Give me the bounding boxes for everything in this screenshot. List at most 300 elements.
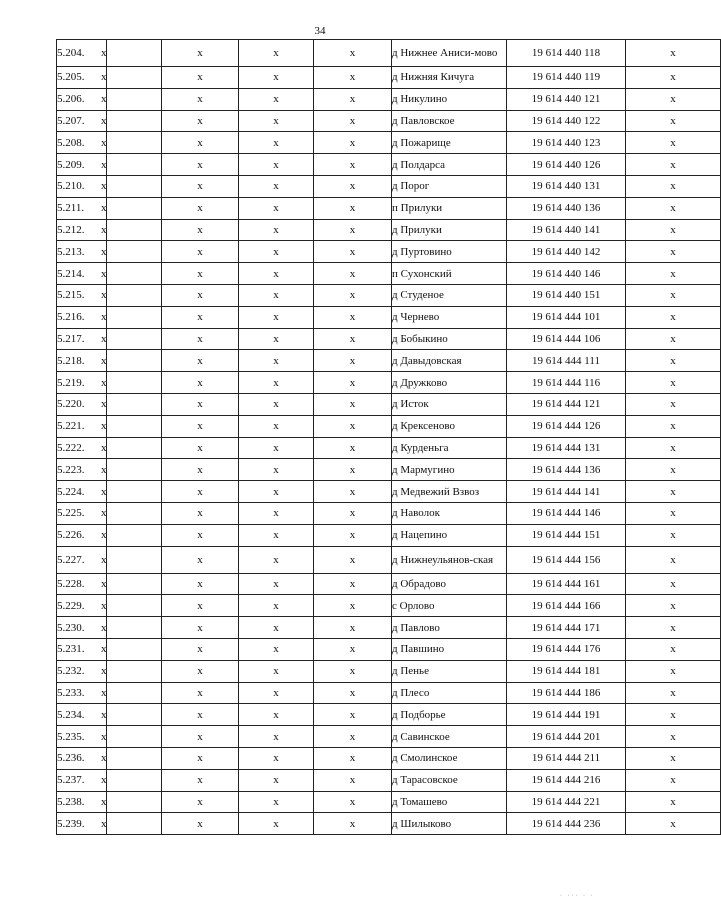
cell-x: x: [162, 372, 239, 394]
table-row: [57, 437, 721, 459]
cell-x-mark: x: [101, 47, 107, 59]
cell-x: x: [162, 682, 239, 704]
cell-x: [101, 682, 162, 704]
row-number: 5.238.: [57, 791, 107, 813]
settlement-name: д Павлово: [392, 617, 507, 639]
cell-x: x: [314, 328, 392, 350]
cell-x: x: [314, 726, 392, 748]
oktmo-code: 19 614 444 146: [507, 502, 626, 524]
cell-x: x: [239, 502, 314, 524]
row-number: 5.205.: [57, 67, 107, 89]
cell-x: x: [314, 573, 392, 595]
table-row: [57, 573, 721, 595]
table-row: [57, 154, 721, 176]
cell-x-mark: x: [101, 245, 107, 258]
oktmo-code: 19 614 440 146: [507, 263, 626, 285]
oktmo-code: 19 614 444 161: [507, 573, 626, 595]
row-number: 5.217.: [57, 328, 107, 350]
cell-x-mark: x: [101, 599, 107, 612]
cell-x: [101, 546, 162, 573]
cell-x: x: [626, 306, 721, 328]
cell-x: x: [162, 350, 239, 372]
cell-x: [101, 219, 162, 241]
cell-x: x: [314, 132, 392, 154]
cell-x: x: [162, 219, 239, 241]
cell-x: [101, 573, 162, 595]
oktmo-code: 19 614 444 236: [507, 813, 626, 835]
cell-x-mark: x: [101, 289, 107, 302]
row-number: 5.227.: [57, 546, 107, 573]
cell-x: x: [314, 40, 392, 67]
cell-x: x: [626, 769, 721, 791]
cell-x-mark: x: [101, 354, 107, 367]
cell-x: x: [626, 595, 721, 617]
row-number: 5.233.: [57, 682, 107, 704]
cell-x: x: [314, 747, 392, 769]
cell-x: x: [314, 791, 392, 813]
table-row: [57, 682, 721, 704]
cell-x: [101, 813, 162, 835]
cell-x: x: [239, 747, 314, 769]
table-row: [57, 110, 721, 132]
row-number: 5.232.: [57, 660, 107, 682]
row-number: 5.222.: [57, 437, 107, 459]
settlement-name: д Павшино: [392, 638, 507, 660]
cell-x: [101, 704, 162, 726]
settlement-name: д Никулино: [392, 88, 507, 110]
oktmo-code: 19 614 440 136: [507, 197, 626, 219]
cell-x: x: [314, 67, 392, 89]
settlement-name: д Шилыково: [392, 813, 507, 835]
cell-x: x: [314, 175, 392, 197]
cell-x: x: [626, 573, 721, 595]
row-number: 5.220.: [57, 393, 107, 415]
cell-x: x: [314, 88, 392, 110]
cell-x: [101, 241, 162, 263]
cell-x: [101, 328, 162, 350]
cell-x: x: [162, 328, 239, 350]
row-number: 5.219.: [57, 372, 107, 394]
table-row: [57, 638, 721, 660]
cell-x: x: [162, 132, 239, 154]
cell-x: x: [239, 791, 314, 813]
cell-x: [101, 595, 162, 617]
settlement-name: д Пенье: [392, 660, 507, 682]
cell-x: x: [239, 306, 314, 328]
oktmo-code: 19 614 444 101: [507, 306, 626, 328]
table-row: [57, 393, 721, 415]
row-number: 5.234.: [57, 704, 107, 726]
cell-x: x: [162, 241, 239, 263]
cell-x: x: [626, 328, 721, 350]
cell-x: x: [162, 617, 239, 639]
cell-x: x: [162, 726, 239, 748]
oktmo-code: 19 614 444 201: [507, 726, 626, 748]
row-number: 5.204.: [57, 40, 107, 67]
cell-x: [101, 175, 162, 197]
cell-x: x: [162, 284, 239, 306]
table-row: [57, 263, 721, 285]
oktmo-code: 19 614 444 111: [507, 350, 626, 372]
row-number: 5.235.: [57, 726, 107, 748]
cell-x: x: [626, 682, 721, 704]
table-row: [57, 175, 721, 197]
table-row: [57, 546, 721, 573]
settlement-name: д Студеное: [392, 284, 507, 306]
row-number: 5.226.: [57, 524, 107, 546]
cell-x: x: [626, 197, 721, 219]
cell-x-mark: x: [101, 158, 107, 171]
cell-x: x: [239, 132, 314, 154]
cell-x: x: [239, 110, 314, 132]
cell-x: [101, 502, 162, 524]
cell-x: x: [626, 704, 721, 726]
cell-x: [101, 459, 162, 481]
table-row: [57, 350, 721, 372]
cell-x: x: [314, 638, 392, 660]
row-number: 5.216.: [57, 306, 107, 328]
cell-x: x: [162, 546, 239, 573]
row-number: 5.230.: [57, 617, 107, 639]
cell-x: [101, 306, 162, 328]
oktmo-code: 19 614 444 181: [507, 660, 626, 682]
cell-x: [101, 67, 162, 89]
settlement-name: д Порог: [392, 175, 507, 197]
cell-x: x: [239, 67, 314, 89]
cell-x: x: [626, 40, 721, 67]
cell-x: [101, 415, 162, 437]
table-row: [57, 132, 721, 154]
cell-x: x: [314, 769, 392, 791]
cell-x-mark: x: [101, 752, 107, 765]
cell-x: x: [626, 110, 721, 132]
cell-x: x: [239, 415, 314, 437]
cell-x: x: [314, 660, 392, 682]
row-number: 5.213.: [57, 241, 107, 263]
cell-x: x: [239, 660, 314, 682]
cell-x: x: [239, 284, 314, 306]
cell-x: x: [626, 502, 721, 524]
cell-x: x: [239, 88, 314, 110]
cell-x: x: [239, 263, 314, 285]
cell-x: x: [239, 524, 314, 546]
cell-x: x: [162, 110, 239, 132]
oktmo-code: 19 614 440 122: [507, 110, 626, 132]
settlements-table: [56, 39, 721, 835]
cell-x-mark: x: [101, 817, 107, 830]
settlement-name: д Нижнеульянов-ская: [392, 546, 507, 573]
oktmo-code: 19 614 444 171: [507, 617, 626, 639]
row-number: 5.221.: [57, 415, 107, 437]
table-row: [57, 306, 721, 328]
oktmo-code: 19 614 444 191: [507, 704, 626, 726]
cell-x: x: [314, 481, 392, 503]
cell-x-mark: x: [101, 463, 107, 476]
table-row: [57, 704, 721, 726]
cell-x: x: [162, 769, 239, 791]
settlement-name: д Подборье: [392, 704, 507, 726]
settlement-name: д Нацепино: [392, 524, 507, 546]
cell-x-mark: x: [101, 795, 107, 808]
settlement-name: п Прилуки: [392, 197, 507, 219]
cell-x-mark: x: [101, 730, 107, 743]
cell-x: x: [239, 437, 314, 459]
cell-x: [101, 437, 162, 459]
cell-x-mark: x: [101, 202, 107, 215]
oktmo-code: 19 614 440 119: [507, 67, 626, 89]
cell-x: [101, 372, 162, 394]
row-number: 5.231.: [57, 638, 107, 660]
table-row: [57, 241, 721, 263]
row-number: 5.207.: [57, 110, 107, 132]
cell-x: x: [626, 415, 721, 437]
cell-x: [101, 284, 162, 306]
cell-x: x: [626, 263, 721, 285]
oktmo-code: 19 614 444 216: [507, 769, 626, 791]
cell-x-mark: x: [101, 774, 107, 787]
cell-x: [101, 617, 162, 639]
oktmo-code: 19 614 440 151: [507, 284, 626, 306]
cell-x: x: [626, 459, 721, 481]
oktmo-code: 19 614 444 136: [507, 459, 626, 481]
oktmo-code: 19 614 440 126: [507, 154, 626, 176]
cell-x: x: [626, 154, 721, 176]
cell-x: x: [626, 546, 721, 573]
cell-x: x: [239, 638, 314, 660]
table-row: [57, 459, 721, 481]
settlement-name: д Томашево: [392, 791, 507, 813]
row-number: 5.209.: [57, 154, 107, 176]
cell-x: x: [239, 459, 314, 481]
cell-x: x: [314, 263, 392, 285]
cell-x: x: [626, 791, 721, 813]
cell-x: x: [239, 372, 314, 394]
cell-x: x: [162, 813, 239, 835]
cell-x: x: [162, 595, 239, 617]
cell-x: [101, 769, 162, 791]
cell-x: x: [239, 197, 314, 219]
cell-x-mark: x: [101, 311, 107, 324]
cell-x: x: [626, 726, 721, 748]
row-number: 5.229.: [57, 595, 107, 617]
cell-x: x: [239, 40, 314, 67]
row-number: 5.206.: [57, 88, 107, 110]
cell-x-mark: x: [101, 420, 107, 433]
cell-x: x: [626, 219, 721, 241]
cell-x: x: [314, 393, 392, 415]
cell-x-mark: x: [101, 114, 107, 127]
row-number: 5.228.: [57, 573, 107, 595]
oktmo-code: 19 614 444 176: [507, 638, 626, 660]
table-row: [57, 328, 721, 350]
cell-x: x: [239, 328, 314, 350]
cell-x: x: [239, 726, 314, 748]
cell-x: [101, 154, 162, 176]
settlement-name: д Тарасовское: [392, 769, 507, 791]
table-row: [57, 726, 721, 748]
table-row: [57, 40, 721, 67]
table-row: [57, 595, 721, 617]
cell-x: [101, 263, 162, 285]
settlement-name: д Савинское: [392, 726, 507, 748]
oktmo-code: 19 614 440 141: [507, 219, 626, 241]
cell-x: x: [239, 241, 314, 263]
table-row: [57, 617, 721, 639]
cell-x: x: [162, 791, 239, 813]
cell-x: [101, 638, 162, 660]
cell-x: x: [314, 617, 392, 639]
cell-x: x: [162, 197, 239, 219]
cell-x-mark: x: [101, 93, 107, 106]
cell-x: x: [162, 747, 239, 769]
cell-x: x: [314, 682, 392, 704]
settlement-name: д Павловское: [392, 110, 507, 132]
cell-x: x: [626, 524, 721, 546]
row-number: 5.236.: [57, 747, 107, 769]
cell-x: x: [626, 241, 721, 263]
cell-x: x: [162, 393, 239, 415]
cell-x: x: [314, 546, 392, 573]
cell-x: x: [239, 154, 314, 176]
settlement-name: д Давыдовская: [392, 350, 507, 372]
cell-x: x: [239, 350, 314, 372]
cell-x: [101, 40, 162, 67]
row-number: 5.224.: [57, 481, 107, 503]
cell-x: x: [239, 481, 314, 503]
table-row: [57, 197, 721, 219]
cell-x: x: [162, 154, 239, 176]
oktmo-code: 19 614 444 116: [507, 372, 626, 394]
cell-x: x: [314, 415, 392, 437]
cell-x: x: [239, 595, 314, 617]
settlement-name: д Обрадово: [392, 573, 507, 595]
oktmo-code: 19 614 444 156: [507, 546, 626, 573]
cell-x: x: [162, 638, 239, 660]
oktmo-code: 19 614 440 121: [507, 88, 626, 110]
table-row: [57, 769, 721, 791]
cell-x-mark: x: [101, 136, 107, 149]
cell-x: x: [314, 524, 392, 546]
cell-x: [101, 660, 162, 682]
cell-x: [101, 481, 162, 503]
cell-x: [101, 791, 162, 813]
cell-x: [101, 132, 162, 154]
cell-x: x: [162, 40, 239, 67]
cell-x: x: [314, 197, 392, 219]
cell-x-mark: x: [101, 223, 107, 236]
row-number: 5.214.: [57, 263, 107, 285]
cell-x: x: [162, 459, 239, 481]
cell-x: x: [626, 350, 721, 372]
cell-x: x: [239, 546, 314, 573]
settlement-name: д Дружково: [392, 372, 507, 394]
oktmo-code: 19 614 440 123: [507, 132, 626, 154]
table-row: [57, 813, 721, 835]
cell-x-mark: x: [101, 267, 107, 280]
oktmo-code: 19 614 440 131: [507, 175, 626, 197]
settlement-name: д Плесо: [392, 682, 507, 704]
cell-x: x: [162, 573, 239, 595]
table-row: [57, 524, 721, 546]
cell-x: x: [314, 219, 392, 241]
cell-x: x: [626, 175, 721, 197]
cell-x-mark: x: [101, 332, 107, 345]
cell-x: x: [314, 704, 392, 726]
row-number: 5.223.: [57, 459, 107, 481]
row-number: 5.237.: [57, 769, 107, 791]
cell-x: [101, 197, 162, 219]
cell-x: x: [626, 813, 721, 835]
cell-x: x: [626, 617, 721, 639]
cell-x: x: [626, 747, 721, 769]
table-row: [57, 67, 721, 89]
cell-x: [101, 524, 162, 546]
cell-x-mark: x: [101, 577, 107, 590]
table-row: [57, 502, 721, 524]
cell-x-mark: x: [101, 376, 107, 389]
page-number: 34: [314, 25, 326, 37]
settlement-name: д Курденьга: [392, 437, 507, 459]
cell-x: x: [314, 372, 392, 394]
cell-x: x: [314, 437, 392, 459]
settlement-name: д Нижняя Кичуга: [392, 67, 507, 89]
cell-x-mark: x: [101, 398, 107, 411]
cell-x: x: [626, 437, 721, 459]
cell-x: x: [314, 154, 392, 176]
settlement-name: д Нижнее Аниси-мово: [392, 40, 507, 67]
row-number: 5.208.: [57, 132, 107, 154]
table-row: [57, 284, 721, 306]
table-row: [57, 372, 721, 394]
cell-x: x: [162, 524, 239, 546]
row-number: 5.211.: [57, 197, 107, 219]
table-row: [57, 791, 721, 813]
cell-x: x: [162, 437, 239, 459]
row-number: 5.215.: [57, 284, 107, 306]
cell-x: x: [239, 393, 314, 415]
table-row: [57, 88, 721, 110]
settlement-name: д Пуртовино: [392, 241, 507, 263]
cell-x: [101, 393, 162, 415]
cell-x: x: [314, 502, 392, 524]
table-row: [57, 660, 721, 682]
cell-x: [101, 110, 162, 132]
row-number: 5.225.: [57, 502, 107, 524]
cell-x: x: [626, 372, 721, 394]
cell-x: x: [314, 459, 392, 481]
cell-x: x: [162, 502, 239, 524]
cell-x: x: [314, 350, 392, 372]
cell-x: x: [314, 284, 392, 306]
cell-x: x: [239, 617, 314, 639]
settlement-name: п Сухонский: [392, 263, 507, 285]
settlement-name: д Пожарище: [392, 132, 507, 154]
cell-x: x: [162, 175, 239, 197]
oktmo-code: 19 614 444 211: [507, 747, 626, 769]
cell-x: x: [162, 306, 239, 328]
oktmo-code: 19 614 444 141: [507, 481, 626, 503]
settlement-name: д Бобыкино: [392, 328, 507, 350]
cell-x: x: [626, 393, 721, 415]
cell-x-mark: x: [101, 180, 107, 193]
row-number: 5.212.: [57, 219, 107, 241]
cell-x-mark: x: [101, 529, 107, 542]
cell-x: x: [314, 306, 392, 328]
oktmo-code: 19 614 444 106: [507, 328, 626, 350]
cell-x-mark: x: [101, 665, 107, 678]
cell-x-mark: x: [101, 686, 107, 699]
row-number: 5.239.: [57, 813, 107, 835]
